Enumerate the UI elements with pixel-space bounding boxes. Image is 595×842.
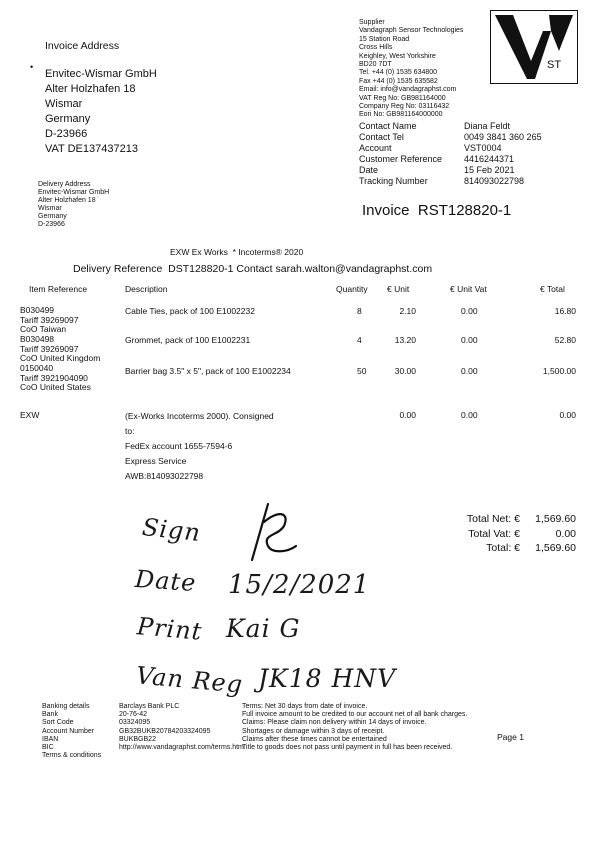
contact-label: Date xyxy=(359,165,379,175)
banking-labels xyxy=(42,703,101,760)
contact-row xyxy=(359,176,569,187)
exw-description xyxy=(125,409,274,484)
banking-label: Terms & conditions xyxy=(42,752,102,760)
item-quantity: 50 xyxy=(357,366,367,376)
supplier-line: Keighley, West Yorkshire xyxy=(359,52,436,60)
table-row-item xyxy=(20,335,100,364)
supplier-line: Company Reg No: 03116432 xyxy=(359,103,450,111)
handwritten-print-value: Kai G xyxy=(226,614,301,643)
terms-line: Shortages or damage within 3 days of receipt. xyxy=(242,727,385,735)
contact-row xyxy=(359,165,569,176)
banking-value: GB32BUKB20784203324095 xyxy=(119,727,211,735)
item-quantity: 4 xyxy=(357,335,362,345)
exw-description-line: FedEx account 1655-7594-6 xyxy=(125,441,233,451)
exw-description-line: (Ex-Works Incoterms 2000). Consigned xyxy=(125,411,274,421)
handwritten-van-value: JK18 HNV xyxy=(258,664,397,693)
banking-value: BUKBGB22 xyxy=(119,735,156,743)
item-total: 52.80 xyxy=(554,335,576,345)
invoice-title: Invoice RST128820-1 xyxy=(362,202,512,219)
supplier-line: Eori No: GB981164000000 xyxy=(359,111,443,119)
page-number: Page 1 xyxy=(497,732,524,742)
supplier-line: Cross Hills xyxy=(359,44,393,52)
invoice-address-line: Envitec-Wismar GmbH xyxy=(45,68,157,80)
col-header-quantity: Quantity xyxy=(336,284,368,294)
item-quantity: 8 xyxy=(357,306,362,316)
col-header-unit: € Unit xyxy=(387,284,410,294)
contact-label: Tracking Number xyxy=(359,176,428,186)
table-row-item xyxy=(20,364,91,393)
handwritten-date-value: 15/2/2021 xyxy=(228,570,371,600)
delivery-address-line: Wismar xyxy=(38,205,62,212)
handwritten-print-label: Print xyxy=(135,612,204,646)
exw-description-line: AWB:814093022798 xyxy=(125,471,204,481)
contact-value: 0049 3841 360 265 xyxy=(464,132,542,142)
item-tariff: Tariff 39269097 xyxy=(20,343,79,354)
handwritten-van-label: Van Reg xyxy=(134,661,245,699)
exw-unit-vat: 0.00 xyxy=(461,410,478,420)
handwritten-signature xyxy=(238,500,300,566)
supplier-line: Email: info@vandagraphst.com xyxy=(359,86,457,94)
contact-value: VST0004 xyxy=(464,143,502,153)
invoice-address xyxy=(45,67,157,157)
terms-line: Full invoice amount to be credited to our account net of all bank charges. xyxy=(242,711,468,719)
invoice-address-line: VAT DE137437213 xyxy=(45,143,138,155)
item-origin: CoO Taiwan xyxy=(20,324,67,334)
delivery-address-line: Delivery Address xyxy=(38,181,91,188)
banking-value: 03324095 xyxy=(119,719,151,727)
contact-table xyxy=(359,121,569,187)
banking-label: Sort Code xyxy=(42,719,74,727)
col-header-item: Item Reference xyxy=(29,284,88,294)
item-description: Cable Ties, pack of 100 E1002232 xyxy=(125,306,255,316)
col-header-unit-vat: € Unit Vat xyxy=(450,284,487,294)
supplier-line: VAT Reg No: GB981164000 xyxy=(359,94,446,102)
col-header-total: € Total xyxy=(540,284,565,294)
banking-label: BIC xyxy=(42,744,54,752)
contact-row xyxy=(359,121,569,132)
exw-description-line: to: xyxy=(125,426,135,436)
supplier-line: Tel. +44 (0) 1535 634800 xyxy=(359,69,438,77)
item-description: Barrier bag 3.5" x 5", pack of 100 E1002234 xyxy=(125,366,291,376)
invoice-address-line: Alter Holzhafen 18 xyxy=(45,83,136,95)
banking-label: Banking details xyxy=(42,703,90,710)
item-description: Grommet, pack of 100 E1002231 xyxy=(125,335,251,345)
contact-label: Account xyxy=(359,143,392,153)
invoice-address-line: Germany xyxy=(45,113,91,125)
contact-row xyxy=(359,154,569,165)
exw-item: EXW xyxy=(20,410,40,420)
contact-row xyxy=(359,132,569,143)
invoice-address-heading: Invoice Address xyxy=(45,40,120,52)
delivery-address-line: Germany xyxy=(38,213,67,220)
handwritten-date-label: Date xyxy=(134,564,198,598)
total-vat-value: 0.00 xyxy=(555,527,576,540)
logo-letters: ST xyxy=(547,59,562,71)
item-origin: CoO United Kingdom xyxy=(20,353,101,363)
terms-line: Terms: Net 30 days from date of invoice. xyxy=(242,703,368,710)
contact-value: 15 Feb 2021 xyxy=(464,165,515,175)
terms-line: Claims after these times cannot be entertained xyxy=(242,735,387,743)
table-row-item xyxy=(20,306,78,335)
item-unit-price: 13.20 xyxy=(394,335,416,345)
handwritten-sign-label: Sign xyxy=(140,512,203,548)
exw-unit-price: 0.00 xyxy=(399,410,416,420)
incoterms: EXW Ex Works * Incoterms® 2020 xyxy=(170,247,304,257)
terms-link[interactable]: http://www.vandagraphst.com/terms.htm xyxy=(119,744,244,752)
supplier-line: BD20 7DT xyxy=(359,61,392,69)
delivery-address-line: Alter Holzhafen 18 xyxy=(38,197,96,204)
item-total: 1,500.00 xyxy=(542,366,576,376)
terms-block xyxy=(242,703,467,752)
item-unit-vat: 0.00 xyxy=(461,366,478,376)
supplier-block xyxy=(359,19,463,120)
banking-label: Account Number xyxy=(42,727,95,735)
total-vat-label: Total Vat: € xyxy=(468,527,520,540)
supplier-line: Supplier xyxy=(359,19,385,26)
item-origin: CoO United States xyxy=(20,382,91,392)
invoice-address-line: Wismar xyxy=(45,98,83,110)
item-tariff: Tariff 3921904090 xyxy=(20,372,88,383)
delivery-reference: Delivery Reference DST128820-1 Contact sarah.walton@vandagraphst.com xyxy=(73,263,433,275)
total-net-value: 1,569.60 xyxy=(535,513,576,525)
item-tariff: Tariff 39269097 xyxy=(20,314,79,325)
contact-row xyxy=(359,143,569,154)
total-label: Total: € xyxy=(486,542,520,554)
contact-label: Contact Name xyxy=(359,121,417,131)
item-unit-price: 2.10 xyxy=(399,306,416,316)
delivery-address-line: Envitec-Wismar GmbH xyxy=(38,189,110,196)
item-code: B030498 xyxy=(20,334,55,344)
item-code: B030499 xyxy=(20,305,55,315)
contact-value: 4416244371 xyxy=(464,154,515,164)
banking-label: Bank xyxy=(42,711,58,719)
item-code: 0150040 xyxy=(20,363,54,373)
contact-value: 814093022798 xyxy=(464,176,525,186)
terms-line: Claims: Please claim non delivery within 14 days of invoice. xyxy=(242,719,427,727)
banking-values xyxy=(119,703,244,752)
banking-value: 20-76-42 xyxy=(119,711,148,719)
contact-label: Contact Tel xyxy=(359,132,404,142)
banking-label: IBAN xyxy=(42,735,59,743)
supplier-line: Vandagraph Sensor Technologies xyxy=(359,27,464,35)
bullet-mark: • xyxy=(30,62,34,72)
total-row xyxy=(420,542,576,555)
item-unit-vat: 0.00 xyxy=(461,306,478,316)
total-net-label: Total Net: € xyxy=(466,513,520,525)
supplier-line: 15 Station Road xyxy=(359,35,410,43)
item-total: 16.80 xyxy=(554,306,576,316)
col-header-description: Description xyxy=(125,284,168,294)
total-vat-row xyxy=(420,528,576,541)
total-value: 1,569.60 xyxy=(535,542,576,554)
item-unit-price: 30.00 xyxy=(394,366,416,376)
vandagraph-v-logo-icon xyxy=(490,10,578,84)
item-unit-vat: 0.00 xyxy=(461,335,478,345)
total-net-row xyxy=(420,513,576,526)
terms-line: Title to goods does not pass until payment in full has been received. xyxy=(242,744,453,752)
delivery-address-line: D-23966 xyxy=(38,221,65,228)
banking-value: Barclays Bank PLC xyxy=(119,703,180,710)
supplier-line: Fax +44 (0) 1535 635582 xyxy=(359,77,438,85)
delivery-address xyxy=(38,181,109,229)
totals-block xyxy=(420,513,576,555)
invoice-address-line: D-23966 xyxy=(45,128,88,140)
contact-label: Customer Reference xyxy=(359,154,443,164)
exw-total: 0.00 xyxy=(559,410,576,420)
exw-description-line: Express Service xyxy=(125,456,187,466)
contact-value: Diana Feldt xyxy=(464,121,511,131)
